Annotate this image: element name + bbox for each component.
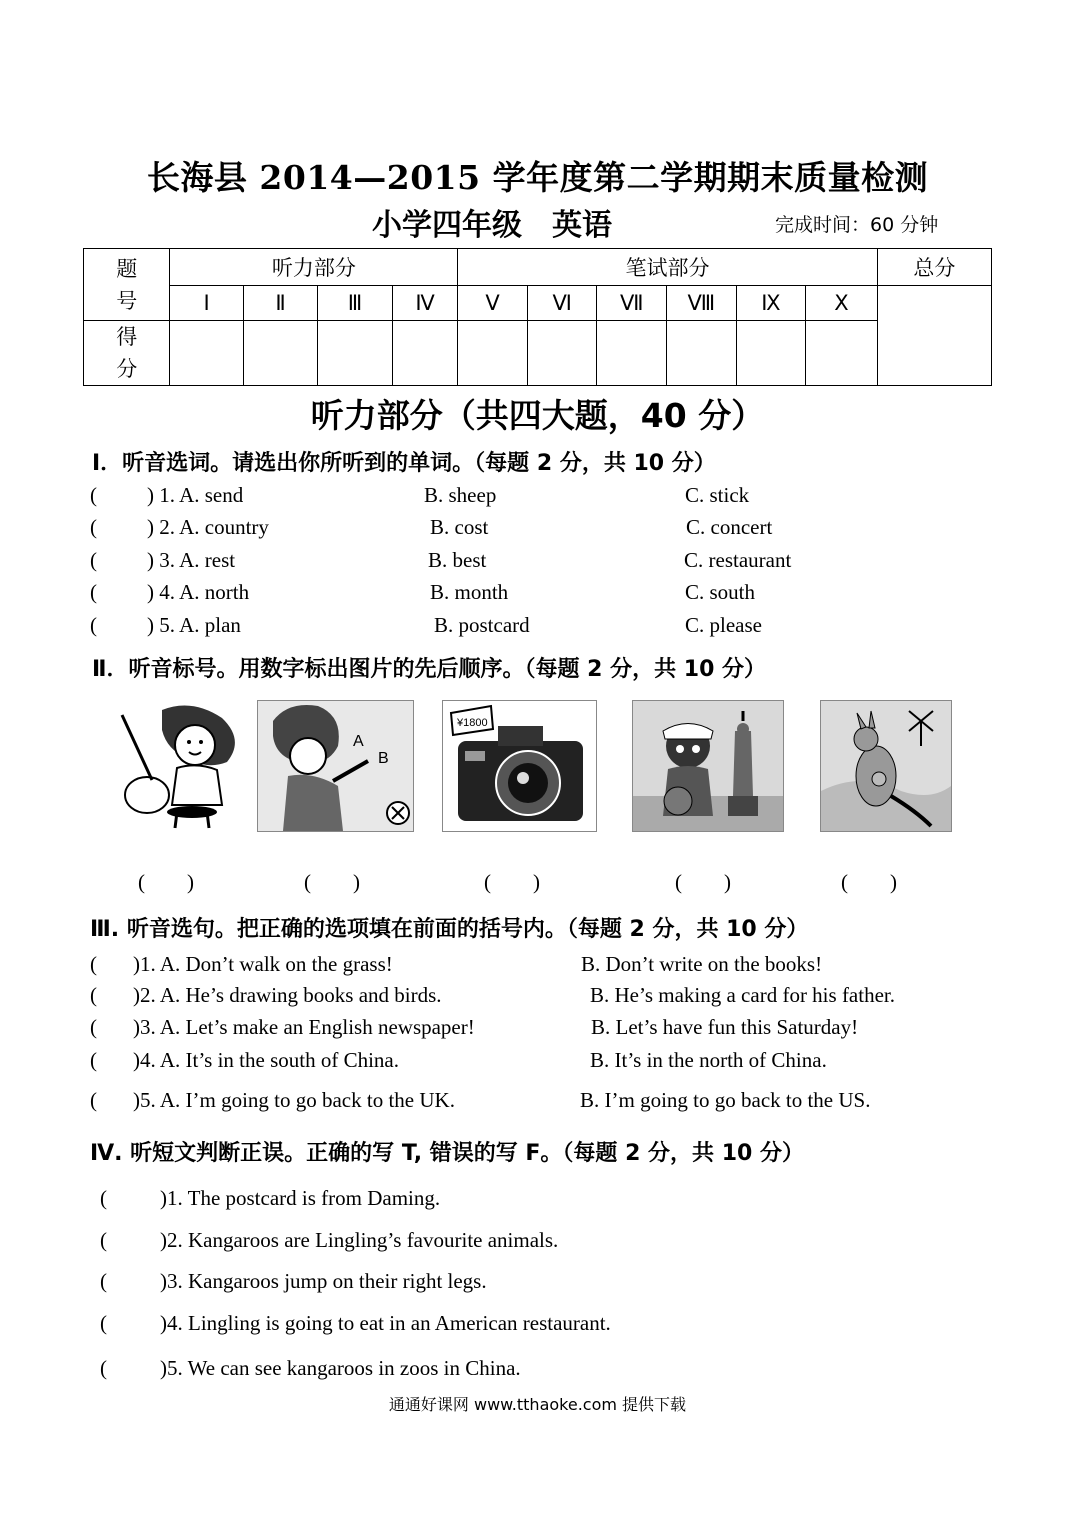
writing-header-cell: 笔试部分 — [458, 249, 877, 286]
section3-heading: Ⅲ. 听音选句。把正确的选项填在前面的括号内。（每题 2 分，共 10 分） — [90, 917, 809, 942]
score-cell[interactable] — [736, 321, 806, 386]
numeral-cell: Ⅱ — [243, 286, 317, 321]
answer-paren[interactable]: ( — [90, 515, 97, 539]
score-cell[interactable] — [667, 321, 737, 386]
statement-text: )3. Kangaroos jump on their right legs. — [160, 1269, 487, 1293]
score-table — [83, 248, 992, 386]
answer-paren[interactable]: ( — [100, 1311, 107, 1335]
sentence-option-b: B. Let’s have fun this Saturday! — [591, 1015, 859, 1039]
camera-price: ¥1800 — [457, 717, 488, 729]
statement-text: )4. Lingling is going to eat in an American restaurant. — [160, 1311, 611, 1335]
question-option-a: ) 2. A. country — [147, 515, 269, 539]
score-cell[interactable] — [318, 321, 392, 386]
sentence-option-a: )5. A. I’m going to go back to the UK. — [133, 1088, 455, 1112]
sentence-option-b: B. Don’t write on the books! — [581, 952, 823, 976]
numeral-cell: Ⅵ — [527, 286, 597, 321]
score-cell[interactable] — [458, 321, 528, 386]
score-cell[interactable] — [170, 321, 243, 386]
score-cell[interactable] — [527, 321, 597, 386]
numeral-cell: Ⅷ — [667, 286, 737, 321]
question-option-c: C. south — [685, 580, 756, 604]
tihao-cell: 题 号 — [84, 249, 170, 321]
question-option-b: B. cost — [430, 515, 489, 539]
answer-paren[interactable]: ( — [90, 580, 97, 604]
liberty-boy-image — [632, 700, 784, 832]
sentence-option-b: B. It’s in the north of China. — [590, 1048, 827, 1072]
score-cell[interactable] — [392, 321, 458, 386]
numeral-cell: Ⅲ — [318, 286, 392, 321]
question-option-a: ) 1. A. send — [147, 483, 244, 507]
answer-paren[interactable]: ( — [90, 1088, 97, 1112]
answer-paren[interactable]: ( — [90, 483, 97, 507]
question-option-a: ) 3. A. rest — [147, 548, 236, 572]
sentence-option-a: )3. A. Let’s make an English newspaper! — [133, 1015, 475, 1039]
numeral-cell: Ⅶ — [597, 286, 667, 321]
answer-paren[interactable]: ( — [90, 952, 97, 976]
answer-paren[interactable]: ( — [90, 983, 97, 1007]
kangaroo-image — [820, 700, 952, 832]
sentence-option-a: )1. A. Don’t walk on the grass! — [133, 952, 393, 976]
question-option-c: C. stick — [685, 483, 750, 507]
sentence-option-a: )2. A. He’s drawing books and birds. — [133, 983, 442, 1007]
question-option-b: B. month — [430, 580, 509, 604]
answer-paren[interactable]: ( — [90, 1048, 97, 1072]
listening-header-cell: 听力部分 — [170, 249, 458, 286]
section2-heading: Ⅱ．听音标号。用数字标出图片的先后顺序。（每题 2 分，共 10 分） — [92, 657, 767, 682]
score-cell[interactable] — [806, 321, 878, 386]
question-option-b: B. sheep — [424, 483, 497, 507]
question-option-a: ) 5. A. plan — [147, 613, 241, 637]
exam-subtitle: 小学四年级 英语 — [372, 208, 612, 243]
camera-image — [442, 700, 597, 832]
answer-paren[interactable]: ( — [90, 613, 97, 637]
numeral-cell: Ⅸ — [736, 286, 806, 321]
defen-cell: 得 分 — [84, 321, 170, 386]
order-blank[interactable]: ( ) — [675, 870, 731, 894]
time-limit: 完成时间：60 分钟 — [775, 214, 939, 236]
numeral-cell: Ⅹ — [806, 286, 878, 321]
question-option-c: C. concert — [686, 515, 773, 539]
question-option-a: ) 4. A. north — [147, 580, 250, 604]
order-blank[interactable]: ( ) — [484, 870, 540, 894]
order-blank[interactable]: ( ) — [304, 870, 360, 894]
sentence-option-b: B. He’s making a card for his father. — [590, 983, 895, 1007]
total-score-cell[interactable] — [877, 286, 991, 386]
sentence-option-a: )4. A. It’s in the south of China. — [133, 1048, 399, 1072]
statement-text: )1. The postcard is from Daming. — [160, 1186, 441, 1210]
question-option-c: C. restaurant — [684, 548, 792, 572]
section4-heading: Ⅳ. 听短文判断正误。正确的写 T, 错误的写 F。（每题 2 分，共 10 分） — [90, 1141, 804, 1166]
sentence-option-b: B. I’m going to go back to the US. — [580, 1088, 871, 1112]
total-header-cell: 总分 — [877, 249, 991, 286]
child-writing-image — [257, 700, 414, 832]
question-option-b: B. best — [428, 548, 487, 572]
answer-paren[interactable]: ( — [90, 1015, 97, 1039]
statement-text: )5. We can see kangaroos in zoos in China. — [160, 1356, 521, 1380]
section1-heading: Ⅰ．听音选词。请选出你所听到的单词。（每题 2 分，共 10 分） — [92, 451, 716, 476]
letter-b: B — [378, 750, 389, 767]
question-option-b: B. postcard — [434, 613, 530, 637]
girl-pipa-image — [107, 700, 247, 830]
listening-section-header: 听力部分（共四大题，40 分） — [310, 396, 765, 435]
answer-paren[interactable]: ( — [90, 548, 97, 572]
numeral-cell: Ⅴ — [458, 286, 528, 321]
answer-paren[interactable]: ( — [100, 1228, 107, 1252]
answer-paren[interactable]: ( — [100, 1356, 107, 1380]
order-blank[interactable]: ( ) — [841, 870, 897, 894]
exam-title: 长海县 2014—2015 学年度第二学期期末质量检测 — [146, 158, 929, 197]
letter-a: A — [353, 733, 364, 750]
score-cell[interactable] — [243, 321, 317, 386]
numeral-cell: Ⅰ — [170, 286, 243, 321]
score-cell[interactable] — [597, 321, 667, 386]
question-option-c: C. please — [685, 613, 762, 637]
order-blank[interactable]: ( ) — [138, 870, 194, 894]
statement-text: )2. Kangaroos are Lingling’s favourite animals. — [160, 1228, 559, 1252]
numeral-cell: Ⅳ — [392, 286, 458, 321]
answer-paren[interactable]: ( — [100, 1186, 107, 1210]
footer-source: 通通好课网 www.tthaoke.com 提供下载 — [388, 1395, 687, 1414]
answer-paren[interactable]: ( — [100, 1269, 107, 1293]
